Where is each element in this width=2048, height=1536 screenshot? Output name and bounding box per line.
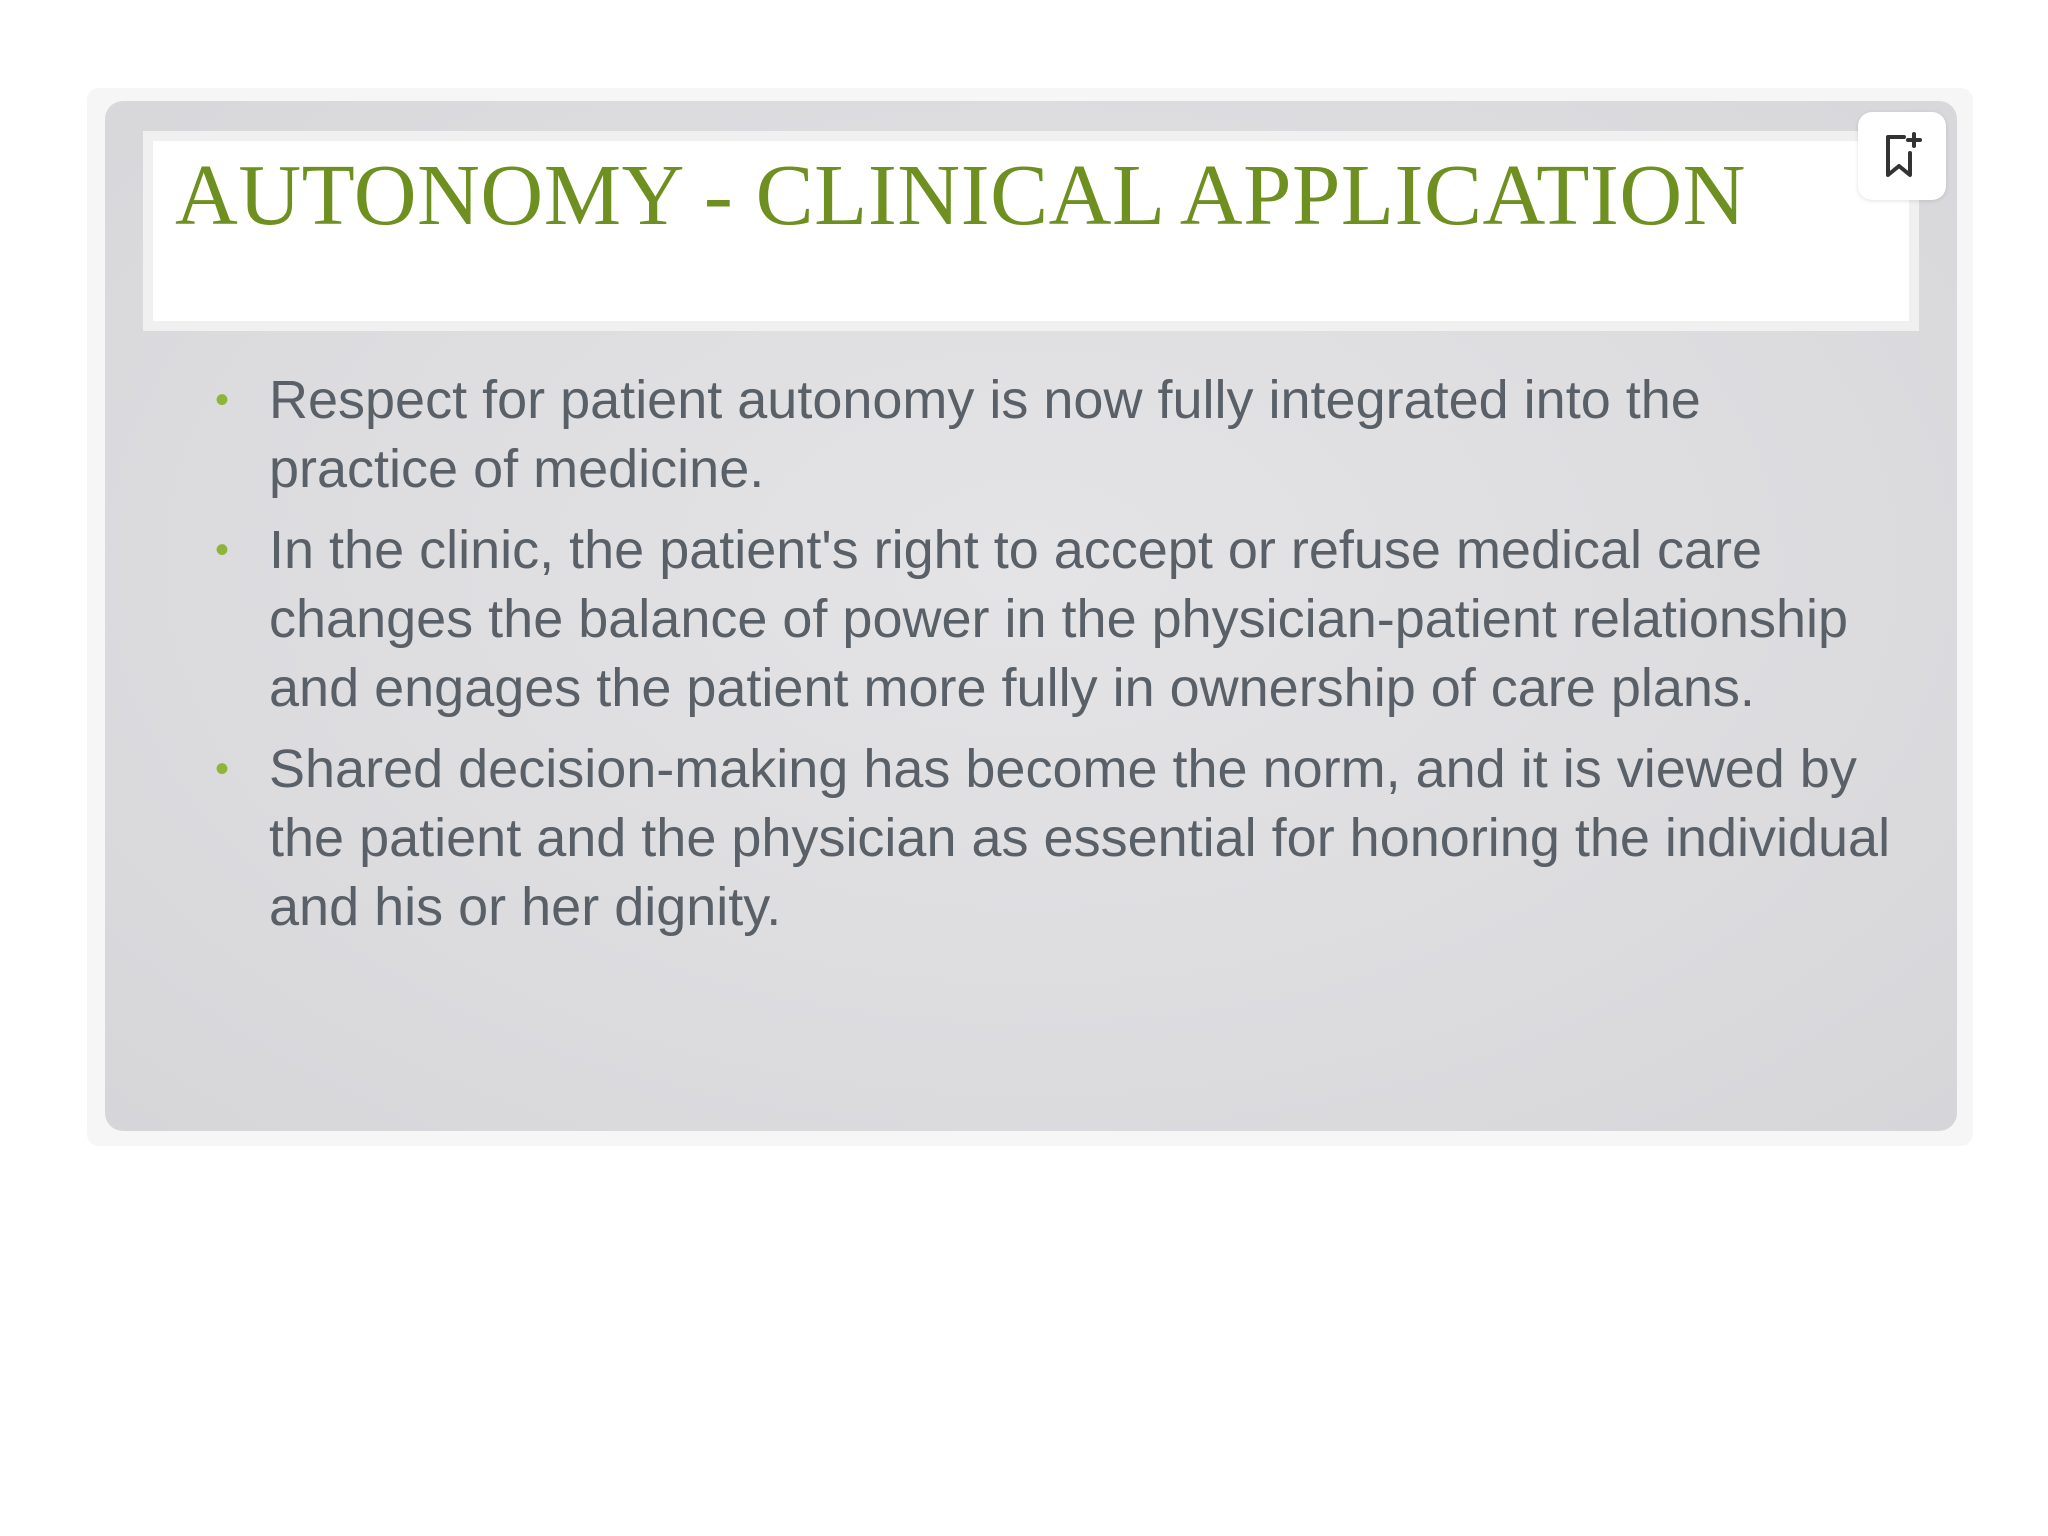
bullet-text-2: In the clinic, the patient's right to accept or refuse medical care changes the balance of power in the physician-patient relationship and engages the patient more fully in ownership of care plans. — [269, 520, 1849, 718]
bullet-item-1 — [215, 366, 1895, 504]
bookmark-add-icon — [1880, 131, 1924, 181]
bullet-dot-icon: • — [215, 747, 230, 791]
bullet-text-1: Respect for patient autonomy is now fully integrated into the practice of medicine. — [269, 370, 1701, 499]
bookmark-button[interactable] — [1858, 112, 1946, 200]
bullet-dot-icon: • — [215, 378, 230, 422]
bullet-item-3 — [215, 735, 1895, 942]
slide-title: AUTONOMY - CLINICAL APPLICATION — [175, 146, 1747, 243]
bullet-text-3: Shared decision-making has become the norm, and it is viewed by the patient and the physician as essential for honoring the individual and his or her dignity. — [269, 739, 1891, 937]
bullet-dot-icon: • — [215, 528, 230, 572]
bullet-list — [215, 366, 1895, 954]
slide — [105, 101, 1957, 1131]
bullet-item-2 — [215, 516, 1895, 723]
